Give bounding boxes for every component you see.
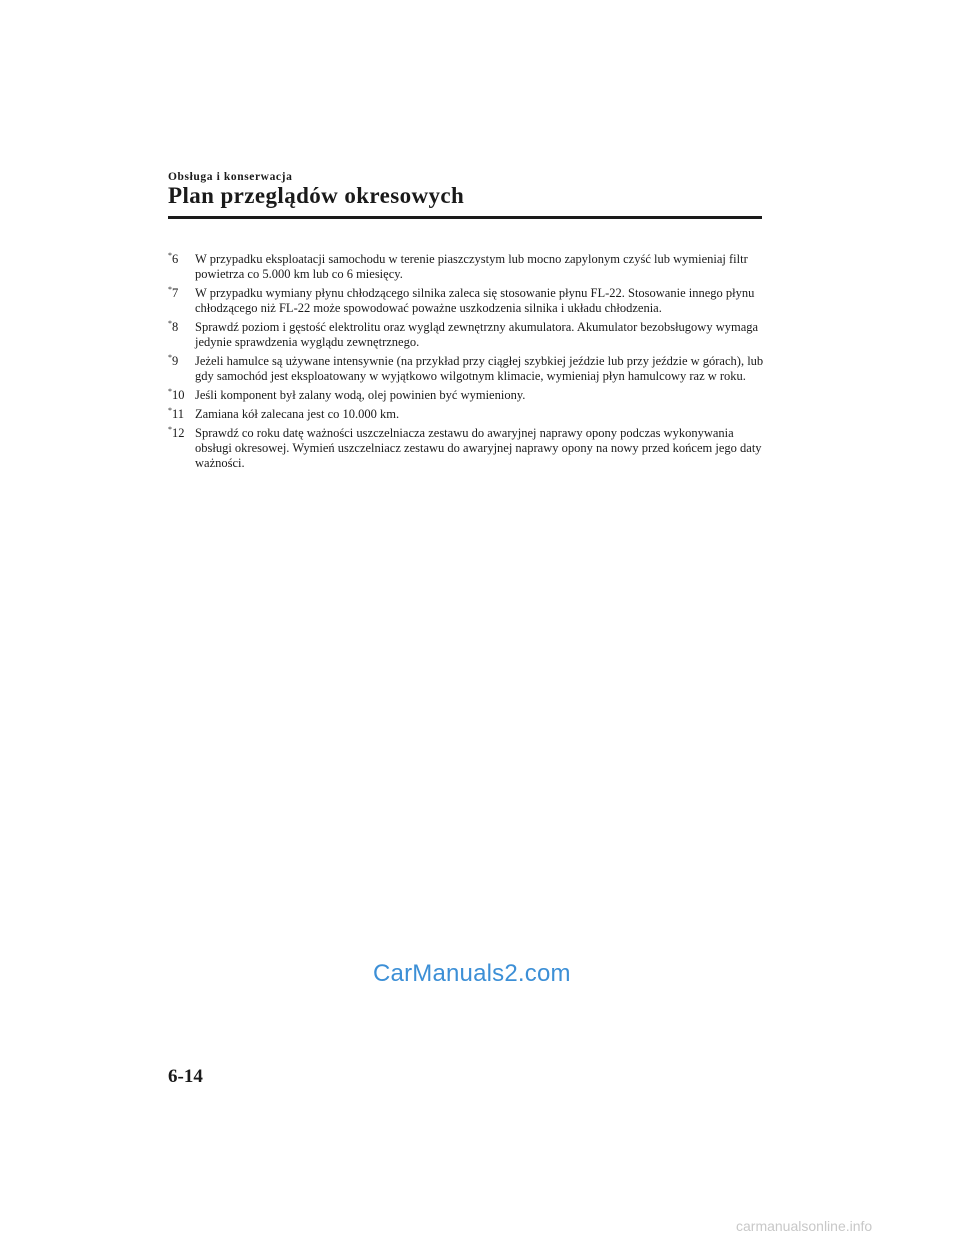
footnote-marker: *11	[168, 406, 185, 421]
asterisk-icon: *	[168, 285, 172, 294]
footnote-marker: *7	[168, 285, 179, 300]
asterisk-icon: *	[168, 319, 172, 328]
footnote-list	[168, 252, 768, 475]
footnote-text: Zamiana kół zalecana jest co 10.000 km.	[195, 407, 400, 421]
footnote-marker: *9	[168, 353, 179, 368]
asterisk-icon: *	[168, 406, 172, 415]
asterisk-icon: *	[168, 387, 172, 396]
footnote-text: W przypadku wymiany płynu chłodzącego silnika zaleca się stosowanie płynu FL-22. Stosowanie innego płynu chłodzącego niż FL-22 może spowodować poważne uszkodzenia silnika i układu chłodzenia.	[195, 286, 755, 315]
footnote-12	[168, 426, 768, 471]
page-title: Plan przeglądów okresowych	[168, 183, 465, 208]
section-label: Obsługa i konserwacja	[168, 171, 293, 183]
title-divider	[168, 216, 762, 219]
footnote-6	[168, 252, 768, 282]
footnote-7	[168, 286, 768, 316]
footnote-text: Sprawdź co roku datę ważności uszczelniacza zestawu do awaryjnej naprawy opony podczas wykonywania obsługi okresowej. Wymień uszczelniacz zestawu do awaryjnej naprawy opony na nowy przed końcem jego daty ważności.	[195, 426, 762, 470]
footnote-text: W przypadku eksploatacji samochodu w terenie piaszczystym lub mocno zapylonym czyść lub wymieniaj filtr powietrza co 5.000 km lub co 6 miesięcy.	[195, 252, 748, 281]
asterisk-icon: *	[168, 353, 172, 362]
footnote-text: Jeśli komponent był zalany wodą, olej powinien być wymieniony.	[195, 388, 526, 402]
footnote-9	[168, 354, 768, 384]
footnote-8	[168, 320, 768, 350]
footnote-marker: *10	[168, 387, 185, 402]
footnote-10	[168, 388, 768, 403]
page-number: 6-14	[168, 1066, 203, 1087]
watermark-logo[interactable]: CarManuals2.com	[373, 960, 571, 987]
footnote-text: Jeżeli hamulce są używane intensywnie (na przykład przy ciągłej szybkiej jeździe lub przy jeździe w górach), lub gdy samochód jest eksploatowany w wyjątkowo wilgotnym klimacie, wymieniaj płyn hamulcowy raz w roku.	[195, 354, 764, 383]
site-watermark[interactable]: carmanualsonline.info	[736, 1218, 873, 1234]
footnote-marker: *12	[168, 425, 185, 440]
footnote-text: Sprawdź poziom i gęstość elektrolitu oraz wygląd zewnętrzny akumulatora. Akumulator bezobsługowy wymaga jedynie sprawdzenia wyglądu zewnętrznego.	[195, 320, 759, 349]
asterisk-icon: *	[168, 251, 172, 260]
footnote-11	[168, 407, 768, 422]
footnote-marker: *6	[168, 251, 179, 266]
footnote-marker: *8	[168, 319, 179, 334]
asterisk-icon: *	[168, 425, 172, 434]
